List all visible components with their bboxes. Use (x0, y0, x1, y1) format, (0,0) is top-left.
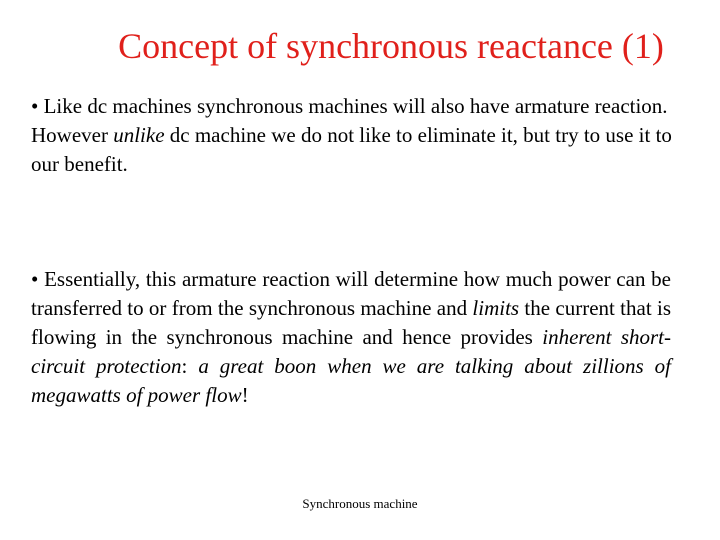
bullet-text: ! (241, 383, 249, 407)
bullet-text: dc machine we do not like to eliminate it, but try to use it to our benefit. (31, 123, 672, 176)
bullet-paragraph-2 (31, 265, 671, 410)
bullet-emphasis: inherent short-circuit protection (31, 325, 671, 378)
bullet-text: : (181, 354, 199, 378)
bullet-emphasis: limits (472, 296, 520, 320)
bullet-text: the current that is flowing in the synchronous machine and hence provides (31, 296, 671, 349)
footer-label: Synchronous machine (302, 496, 418, 511)
bullet-marker: • (31, 94, 39, 118)
bullet-text: Essentially, this armature reaction will determine how much power can be transferred to or from the synchronous machine and (31, 267, 672, 320)
bullet-paragraph-1 (31, 92, 691, 179)
bullet-emphasis: a great boon when we are talking about zillions of megawatts of power flow (31, 354, 671, 407)
bullet-emphasis: unlike (113, 123, 165, 147)
bullet-marker: • (31, 267, 39, 291)
bullet-text: Like dc machines synchronous machines will also have armature reaction. However (31, 94, 668, 147)
slide-title: Concept of synchronous reactance (1) (118, 26, 664, 66)
